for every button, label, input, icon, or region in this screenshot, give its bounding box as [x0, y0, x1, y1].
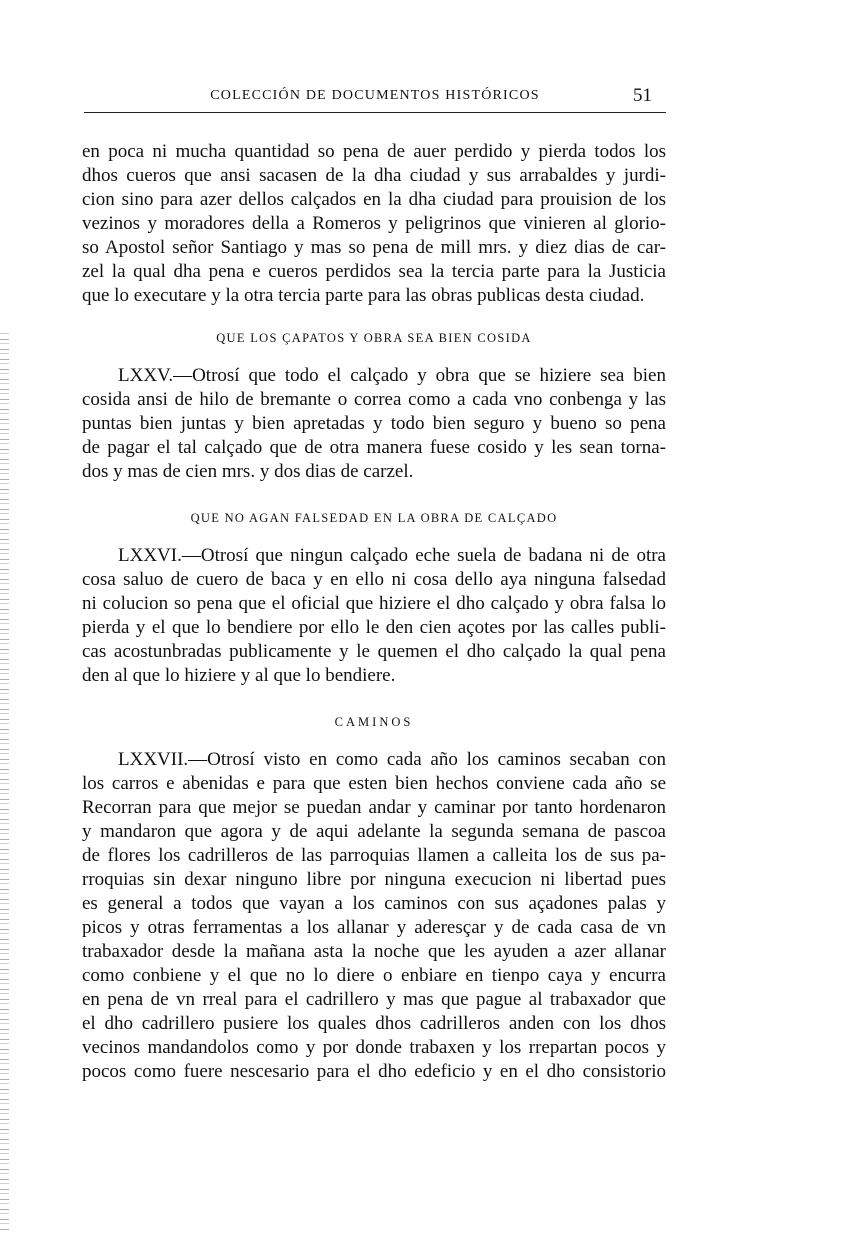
text-line: dhos cueros que ansi sacasen de la dha ciudad y sus arrabaldes y jurdi- — [82, 165, 666, 186]
paragraph-lxxvi — [82, 544, 666, 688]
text-line: cosida ansi de hilo de bremante o correa como a cada vno conbenga y las — [82, 389, 666, 410]
text-line: Recorran para que mejor se puedan andar y caminar por tanto hordenaron — [82, 797, 666, 818]
text-line: en poca ni mucha quantidad so pena de auer perdido y pierda todos los — [82, 141, 666, 162]
text-line: en pena de vn rreal para el cadrillero y mas que pague al trabaxador que — [82, 989, 666, 1010]
text-line: ni colucion so pena que el oficial que hiziere el dho calçado y obra falsa lo — [82, 593, 666, 614]
text-line: cion sino para azer dellos calçados en la dha ciudad para prouision de los — [82, 189, 666, 210]
text-line: LXXVI.—Otrosí que ningun calçado eche suela de badana ni de otra — [118, 545, 666, 566]
paragraph-lxxvii — [82, 748, 666, 1084]
text-line: dos y mas de cien mrs. y dos dias de carzel. — [82, 461, 414, 482]
scan-edge — [0, 330, 9, 1230]
text-line: puntas bien juntas y bien apretadas y todo bien seguro y bueno so pena — [82, 413, 666, 434]
page-number: 51 — [633, 85, 652, 106]
text-line: pocos como fuere nescesario para el dho edeficio y en el dho consistorio — [82, 1061, 666, 1082]
text-line: so Apostol señor Santiago y mas so pena de mill mrs. y diez dias de car- — [82, 237, 666, 258]
text-line: de pagar el tal calçado que de otra manera fuese cosido y les sean torna- — [82, 437, 666, 458]
text-line: LXXVII.—Otrosí visto en como cada año los caminos secaban con — [118, 749, 666, 770]
text-line: den al que lo hiziere y al que lo bendiere. — [82, 665, 396, 686]
paragraph-lxxv — [82, 364, 666, 484]
text-line: LXXV.—Otrosí que todo el calçado y obra que se hiziere sea bien — [118, 365, 666, 386]
running-head — [84, 86, 666, 108]
text-line: trabaxador desde la mañana asta la noche que les ayuden a azer allanar — [82, 941, 666, 962]
text-line: rroquias sin dexar ninguno libre por ninguna execucion ni libertad pues — [82, 869, 666, 890]
text-line: cosa saluo de cuero de baca y en ello ni cosa dello aya ninguna falsedad — [82, 569, 666, 590]
text-line: cas acostunbradas publicamente y le quemen el dho calçado la qual pena — [82, 641, 666, 662]
running-title: COLECCIÓN DE DOCUMENTOS HISTÓRICOS — [210, 88, 540, 103]
heading-caminos: CAMINOS — [334, 715, 414, 729]
text-line: es general a todos que vayan a los caminos con sus açadones palas y — [82, 893, 666, 914]
text-line: de flores los cadrilleros de las parroquias llamen a calleita los de sus pa- — [82, 845, 666, 866]
text-line: pierda y el que lo bendiere por ello le den cien açotes por las calles publi- — [82, 617, 666, 638]
heading-capatos: QUE LOS ÇAPATOS Y OBRA SEA BIEN COSIDA — [216, 331, 532, 345]
text-line: como conbiene y el que no lo diere o enbiare en tienpo caya y encurra — [82, 965, 666, 986]
text-line: picos y otras ferramentas a los allanar y aderesçar y de cada casa de vn — [82, 917, 666, 938]
text-line: el dho cadrillero pusiere los quales dhos cadrilleros anden con los dhos — [82, 1013, 666, 1034]
paragraph-continuation — [82, 140, 666, 308]
header-rule — [84, 112, 666, 113]
text-line: vezinos y moradores della a Romeros y peligrinos que vinieren al glorio- — [82, 213, 666, 234]
text-line: los carros e abenidas e para que esten bien hechos conviene cada año se — [82, 773, 666, 794]
text-line: y mandaron que agora y de aqui adelante la segunda semana de pascoa — [82, 821, 666, 842]
heading-falsedad: QUE NO AGAN FALSEDAD EN LA OBRA DE CALÇADO — [190, 511, 558, 525]
text-line: zel la qual dha pena e cueros perdidos sea la tercia parte para la Justicia — [82, 261, 666, 282]
text-line: que lo executare y la otra tercia parte para las obras publicas desta ciudad. — [82, 285, 645, 306]
text-line: vecinos mandandolos como y por donde trabaxen y los rrepartan pocos y — [82, 1037, 666, 1058]
